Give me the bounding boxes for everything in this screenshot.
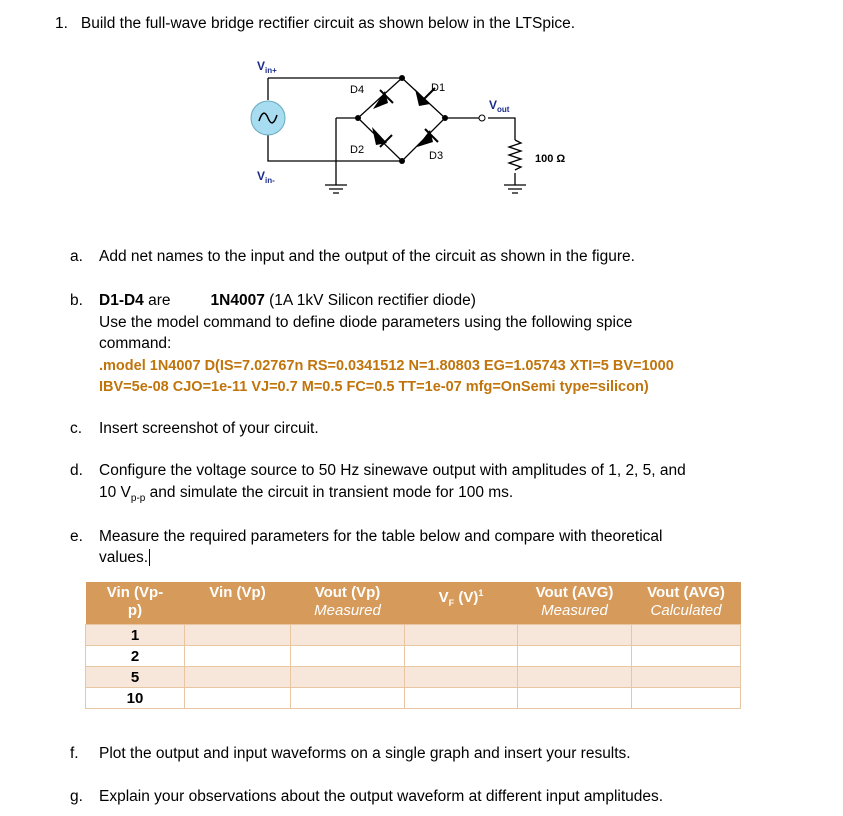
item-b: b. D1-D4 are 1N4007 (1A 1kV Silicon rectifier diode) [70,292,476,309]
cell[interactable] [405,667,518,688]
table-row [86,625,741,646]
resistor-label: 100 Ω [535,153,566,165]
cell[interactable] [518,688,632,709]
item-b-line3: command: [99,335,172,352]
table-row [86,688,741,709]
cell[interactable] [405,646,518,667]
d2-label: D2 [350,144,365,156]
cell-vin: 2 [86,646,185,667]
cell[interactable] [632,667,741,688]
col-vout-avg-measured: Vout (AVG) Measured [518,582,632,625]
item-g: g. Explain your observations about the output waveform at different input amplitudes. [70,788,664,805]
cell[interactable] [291,625,405,646]
cell[interactable] [518,646,632,667]
measurement-table [85,582,741,709]
col-vin-vp: Vin (Vp) [185,582,291,625]
cell-vin: 1 [86,625,185,646]
d4-label: D4 [350,84,365,96]
d1-label: D1 [431,82,446,94]
d3-label: D3 [429,150,444,162]
bridge-rectifier-circuit [230,55,590,215]
cell[interactable] [291,667,405,688]
vin-plus-label: $V_{in+}$ [257,59,277,75]
item-e: e. Measure the required parameters for the table below and compare with theoretical [70,528,663,545]
cell[interactable] [185,688,291,709]
col-vout-measured: Vout (Vp) Measured [291,582,405,625]
item-d: d. Configure the voltage source to 50 Hz sinewave output with amplitudes of 1, 2, 5, and [70,462,686,479]
item-b-line2: Use the model command to define diode parameters using the following spice [99,314,633,331]
item-a: a. Add net names to the input and the output of the circuit as shown in the figure. [70,248,635,265]
table-row [86,667,741,688]
cell[interactable] [405,688,518,709]
cell[interactable] [185,625,291,646]
col-vout-avg-calculated: Vout (AVG) Calculated [632,582,741,625]
vin-minus-label: $V_{in-}$ [257,169,275,185]
question-1: 1. Build the full-wave bridge rectifier circuit as shown below in the LTSpice. [55,15,576,32]
table-row [86,646,741,667]
item-f: f. Plot the output and input waveforms on a single graph and insert your results. [70,745,631,762]
cell[interactable] [185,667,291,688]
cell[interactable] [185,646,291,667]
item-d-line2: 10 $V_{p-p}$ and simulate the circuit in transient mode for 100 ms. [99,484,514,505]
col-vf: $V_F$ $(V)^1$ [405,582,518,625]
vout-label: $V_{out}$ [489,98,510,114]
spice-model-line2: IBV=5e-08 CJO=1e-11 VJ=0.7 M=0.5 FC=0.5 TT=1e-07 mfg=OnSemi type=silicon) [99,379,649,395]
spice-model-line1: .model 1N4007 D(IS=7.02767n RS=0.0341512 N=1.80803 EG=1.05743 XTI=5 BV=1000 [99,358,674,374]
cell[interactable] [518,667,632,688]
cell-vin: 5 [86,667,185,688]
cell[interactable] [405,625,518,646]
cell-vin: 10 [86,688,185,709]
cell[interactable] [632,688,741,709]
col-vin-vpp: Vin (Vp- p) [86,582,185,625]
cell[interactable] [518,625,632,646]
item-e-line2: values. [99,549,149,566]
table-header-row [86,582,741,625]
item-c: c. Insert screenshot of your circuit. [70,420,319,437]
cell[interactable] [291,688,405,709]
cell[interactable] [632,646,741,667]
cell[interactable] [632,625,741,646]
cell[interactable] [291,646,405,667]
